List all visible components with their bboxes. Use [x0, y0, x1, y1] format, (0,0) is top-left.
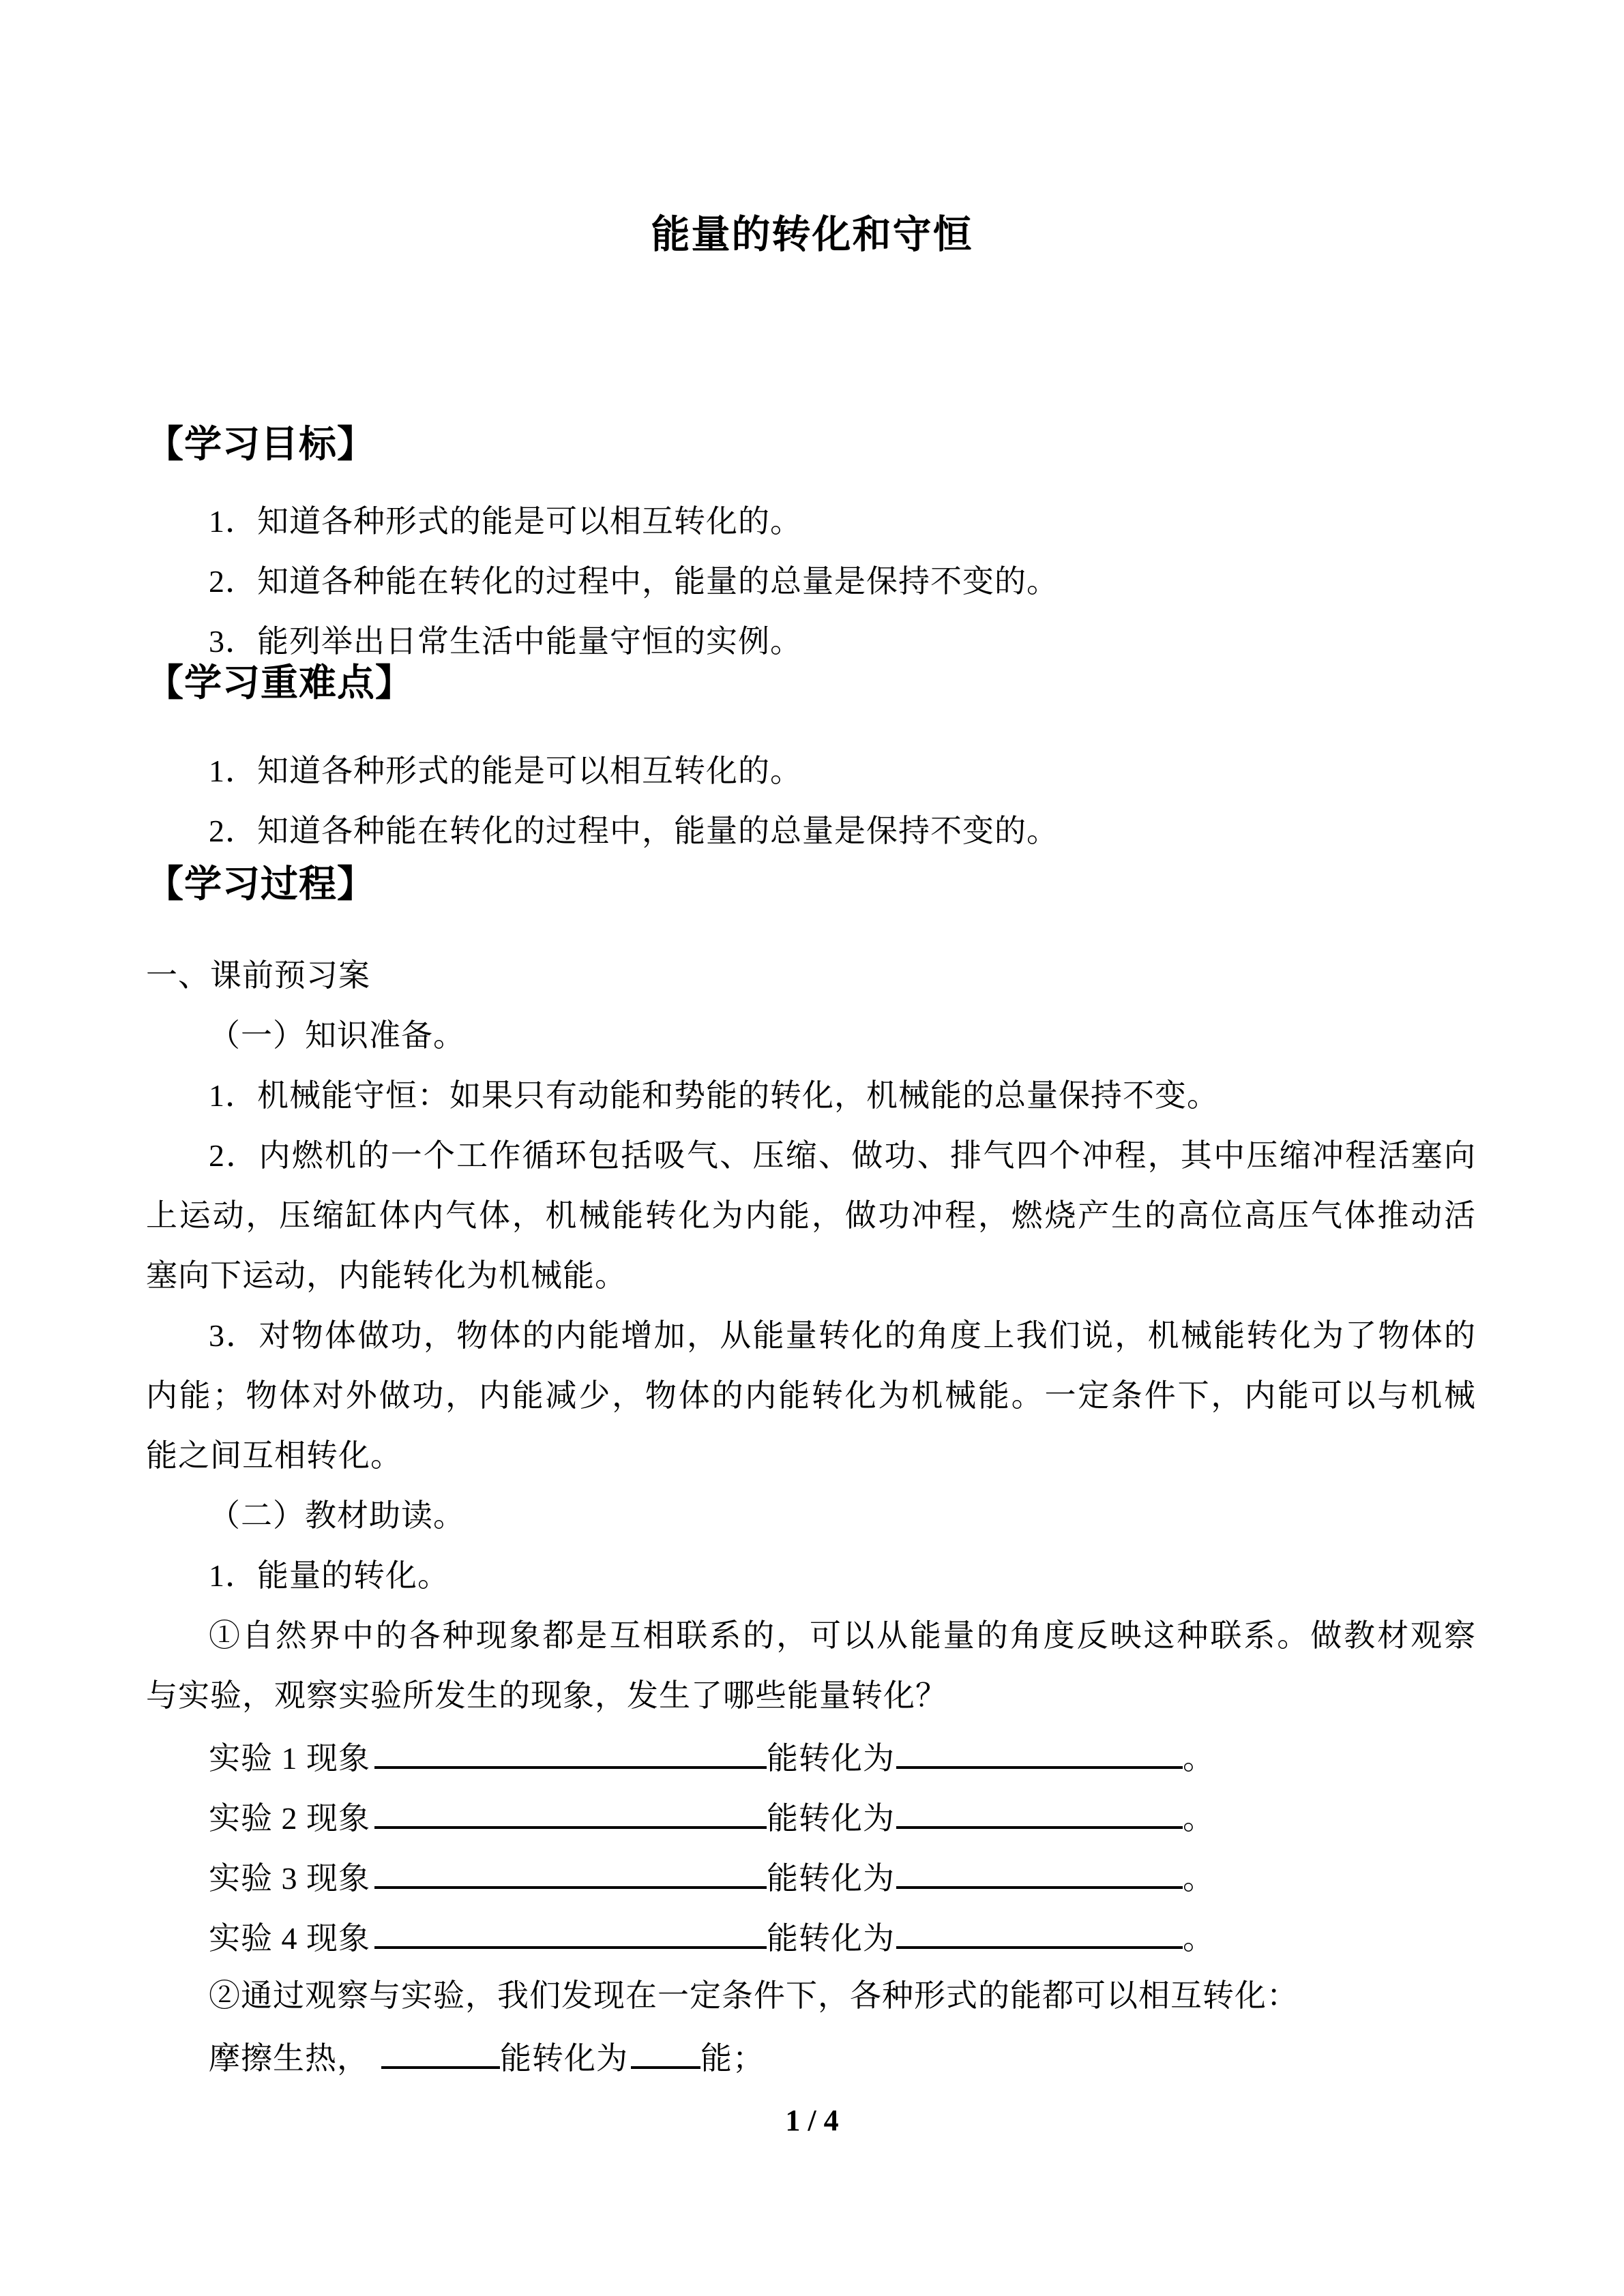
knowledge-prep-subtitle: （一）知识准备。 — [209, 1018, 465, 1053]
objectives-item-3: 3．能列举出日常生活中能量守恒的实例。 — [209, 624, 802, 659]
reading-para-1-line-1: ①自然界中的各种现象都是互相联系的，可以从能量的角度反映这种联系。做教材观察 — [209, 1618, 1476, 1653]
knowledge-point-2-line-2: 上运动，压缩缸体内气体，机械能转化为内能，做功冲程，燃烧产生的高位高压气体推动活 — [146, 1198, 1476, 1233]
blank-underline — [896, 1736, 1183, 1769]
objectives-item-2: 2．知道各种能在转化的过程中，能量的总量是保持不变的。 — [209, 564, 1059, 599]
topic-energy-transformation: 1．能量的转化。 — [209, 1558, 449, 1593]
knowledge-point-2-line-3: 塞向下运动，内能转化为机械能。 — [146, 1258, 627, 1293]
experiment-label: 实验 3 现象 — [209, 1861, 370, 1896]
reading-para-1-line-2: 与实验，观察实验所发生的现象，发生了哪些能量转化？ — [146, 1678, 947, 1713]
part-one-title: 一、课前预习案 — [146, 958, 370, 993]
friction-lead-text: 摩擦生热， — [209, 2041, 369, 2076]
experiment-row-2 — [146, 1796, 1476, 1838]
key-points-item-1: 1．知道各种形式的能是可以相互转化的。 — [209, 754, 802, 788]
textbook-reading-subtitle: （二）教材助读。 — [209, 1498, 465, 1533]
page-title: 能量的转化和守恒 — [651, 213, 973, 256]
experiment-middle-text: 能转化为 — [767, 1921, 895, 1956]
experiment-period: 。 — [1183, 1741, 1215, 1776]
experiment-label: 实验 1 现象 — [209, 1741, 370, 1776]
friction-fill-row — [146, 2036, 1476, 2078]
page-number: 1 / 4 — [785, 2104, 839, 2137]
experiment-middle-text: 能转化为 — [767, 1801, 895, 1836]
experiment-row-3 — [146, 1856, 1476, 1898]
knowledge-point-2-line-1: 2．内燃机的一个工作循环包括吸气、压缩、做功、排气四个冲程，其中压缩冲程活塞向 — [209, 1138, 1476, 1173]
blank-underline — [896, 1856, 1183, 1889]
document-content — [146, 0, 1476, 2296]
key-points-item-2: 2．知道各种能在转化的过程中，能量的总量是保持不变的。 — [209, 814, 1059, 848]
experiment-period: 。 — [1183, 1801, 1215, 1836]
experiment-label: 实验 2 现象 — [209, 1801, 370, 1836]
blank-underline — [374, 1856, 767, 1889]
blank-underline — [374, 1736, 767, 1769]
heading-process: 【学习过程】 — [146, 863, 376, 905]
friction-middle-text: 能转化为 — [500, 2041, 628, 2076]
knowledge-point-3-line-3: 能之间互相转化。 — [146, 1438, 402, 1473]
knowledge-point-3-line-1: 3．对物体做功，物体的内能增加，从能量转化的角度上我们说，机械能转化为了物体的 — [209, 1318, 1476, 1353]
friction-tail-text: 能； — [700, 2041, 765, 2076]
experiment-period: 。 — [1183, 1861, 1215, 1896]
blank-underline — [374, 1916, 767, 1949]
heading-objectives: 【学习目标】 — [146, 423, 376, 465]
heading-key-points: 【学习重难点】 — [146, 662, 414, 704]
experiment-row-1 — [146, 1736, 1476, 1778]
experiment-middle-text: 能转化为 — [767, 1861, 895, 1896]
knowledge-point-3-line-2: 内能；物体对外做功，内能减少，物体的内能转化为机械能。一定条件下，内能可以与机械 — [146, 1378, 1476, 1413]
knowledge-point-1: 1．机械能守恒：如果只有动能和势能的转化，机械能的总量保持不变。 — [209, 1078, 1219, 1113]
blank-underline — [896, 1796, 1183, 1829]
experiment-label: 实验 4 现象 — [209, 1921, 370, 1956]
experiment-period: 。 — [1183, 1921, 1215, 1956]
blank-underline — [374, 1796, 767, 1829]
reading-para-2: ②通过观察与实验，我们发现在一定条件下，各种形式的能都可以相互转化： — [209, 1978, 1299, 2013]
blank-underline — [381, 2036, 500, 2069]
blank-underline — [896, 1916, 1183, 1949]
experiment-row-4 — [146, 1916, 1476, 1958]
objectives-item-1: 1．知道各种形式的能是可以相互转化的。 — [209, 504, 802, 539]
experiment-middle-text: 能转化为 — [767, 1741, 895, 1776]
blank-underline — [631, 2036, 700, 2069]
